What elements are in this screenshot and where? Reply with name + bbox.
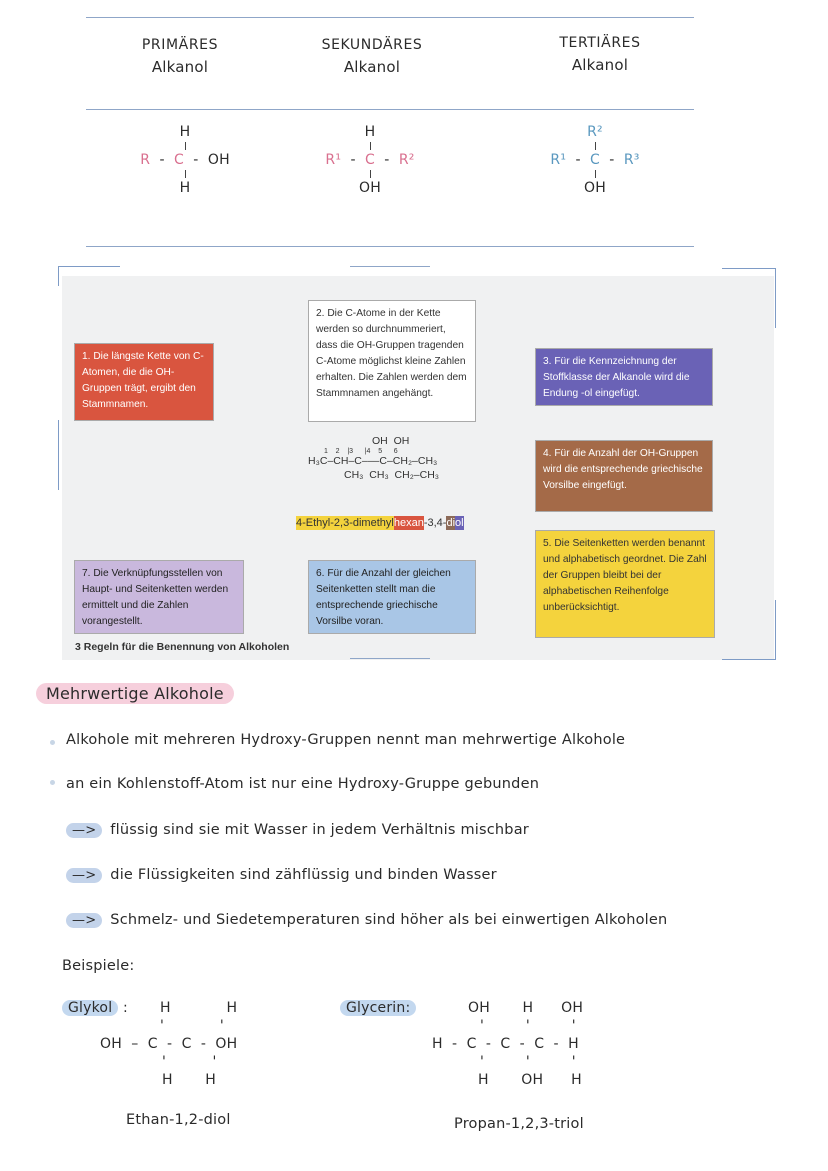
section-title: Mehrwertige Alkohole [36,683,234,704]
secondary-heading [292,34,452,78]
arrow-icon: —> [66,823,102,838]
arrow-text-2: die Flüssigkeiten sind zähflüssig und binden Wasser [110,867,497,883]
glycerin-main: H - C - C - C - H [432,1036,579,1052]
glykol-main: OH – C - C - OH [100,1036,238,1052]
primary-formula [90,124,280,196]
figure-caption: 3 Regeln für die Benennung von Alkoholen [75,641,290,653]
glycerin-iupac: Propan-1,2,3-triol [454,1116,584,1132]
tertiary-heading-title: TERTIÄRES [559,35,641,51]
name-part-ol: ol [455,517,464,529]
glykol-formula: H H ' ' OH – C - C - OH ' ' H H [100,1000,238,1088]
bullet-1: Alkohole mit mehreren Hydroxy-Gruppen nennt man mehrwertige Alkohole [66,732,626,748]
secondary-top: H [364,124,376,140]
arrow-line-3 [66,912,667,928]
primary-row: R - C - OH [140,152,230,168]
secondary-row: R¹ - C - R² [325,152,415,168]
glycerin-name-tag: Glycerin: [340,1000,416,1016]
glykol-top: H H [160,1000,238,1016]
bracket-left-side [58,420,59,490]
structure-formula [308,436,488,481]
molecule-oh-row: OH OH [372,435,410,447]
tertiary-heading-sub: Alkanol [571,56,629,74]
glykol-label: Glykol : [62,1000,128,1016]
primary-top: H [179,124,191,140]
rule-3-box: 3. Für die Kennzeichnung der Stoffklasse der Alkanole wird die Endung -ol eingefügt. [535,348,713,406]
iupac-name [296,517,464,529]
bullet-dot-2 [50,780,55,785]
divider-bottom [86,246,694,247]
bracket-top-left [58,266,120,286]
textbook-rule-bottom [350,658,430,659]
primary-bottom: H [179,180,191,196]
molecule-number-row: 1 2 |3 |4 5 6 [324,448,398,455]
arrow-icon: —> [66,868,102,883]
secondary-formula [275,124,465,196]
tertiary-formula [500,124,690,196]
primary-heading [100,34,260,78]
bracket-top-right [722,268,776,328]
bullet-dot-1 [50,740,55,745]
glycerin-label [340,1000,416,1016]
tertiary-heading [520,32,680,76]
name-part-hexan: hexan [393,517,424,529]
name-part-dimethyl: dimethyl [352,517,394,529]
rule-5-box: 5. Die Seitenketten werden benannt und alphabetisch geordnet. Die Zahl der Gruppen bleibt bei der alphabetischen Reihenfolge unberücksichtigt. [535,530,715,638]
glykol-iupac: Ethan-1,2-diol [126,1112,231,1128]
rule-6-box: 6. Für die Anzahl der gleichen Seitenketten stellt man die entsprechende griechische Vorsilbe voran. [308,560,476,634]
name-part-di: di [446,517,456,529]
bullet-2: an ein Kohlenstoff-Atom ist nur eine Hydroxy-Gruppe gebunden [66,776,540,792]
glycerin-top: OH H OH [468,1000,584,1016]
arrow-text-1: flüssig sind sie mit Wasser in jedem Verhältnis mischbar [110,822,529,838]
arrow-line-2 [66,867,497,883]
glykol-name-tag: Glykol [62,1000,118,1016]
tertiary-row: R¹ - C - R³ [550,152,640,168]
arrow-line-1 [66,822,529,838]
name-part-ol-locants: -3,4- [423,517,447,529]
rule-1-box: 1. Die längste Kette von C-Atomen, die die OH-Gruppen trägt, ergibt den Stammnamen. [74,343,214,421]
rule-7-box: 7. Die Verknüpfungsstellen von Haupt- und Seitenketten werden ermittelt und die Zahlen vorangestellt. [74,560,244,634]
bracket-bottom-right [722,600,776,660]
secondary-heading-sub: Alkanol [343,58,401,76]
divider-middle [86,109,694,110]
textbook-rule-top [350,266,430,267]
name-part-ethyl: 4-Ethyl- [296,517,334,529]
tertiary-top: R² [587,124,603,140]
primary-heading-sub: Alkanol [151,58,209,76]
rule-2-box: 2. Die C-Atome in der Kette werden so durchnummeriert, dass die OH-Gruppen tragenden C-Atome möglichst kleine Zahlen erhalten. Die Zahlen werden dem Stammnamen angehängt. [308,300,476,422]
arrow-text-3: Schmelz- und Siedetemperaturen sind höher als bei einwertigen Alkoholen [110,912,668,928]
divider-top [86,17,694,18]
examples-label: Beispiele: [62,958,135,974]
rule-4-box: 4. Für die Anzahl der OH-Gruppen wird die entsprechende griechische Vorsilbe eingefügt. [535,440,713,512]
glycerin-formula: OH H OH ' ' ' H - C - C - C - H ' ' ' H OH H [432,1000,584,1088]
tertiary-bottom: OH [584,180,606,196]
secondary-bottom: OH [359,180,381,196]
glycerin-bottom: H OH H [478,1072,582,1088]
secondary-heading-title: SEKUNDÄRES [321,37,423,53]
name-part-locants: 2,3- [333,517,353,529]
molecule-main-row: H₃C–CH–C–––C–CH₂–CH₃ [308,455,438,467]
molecule-side-row: CH₃ CH₃ CH₂–CH₃ [344,469,440,481]
primary-heading-title: PRIMÄRES [141,37,219,53]
glykol-bottom: H H [162,1072,217,1088]
arrow-icon: —> [66,913,102,928]
